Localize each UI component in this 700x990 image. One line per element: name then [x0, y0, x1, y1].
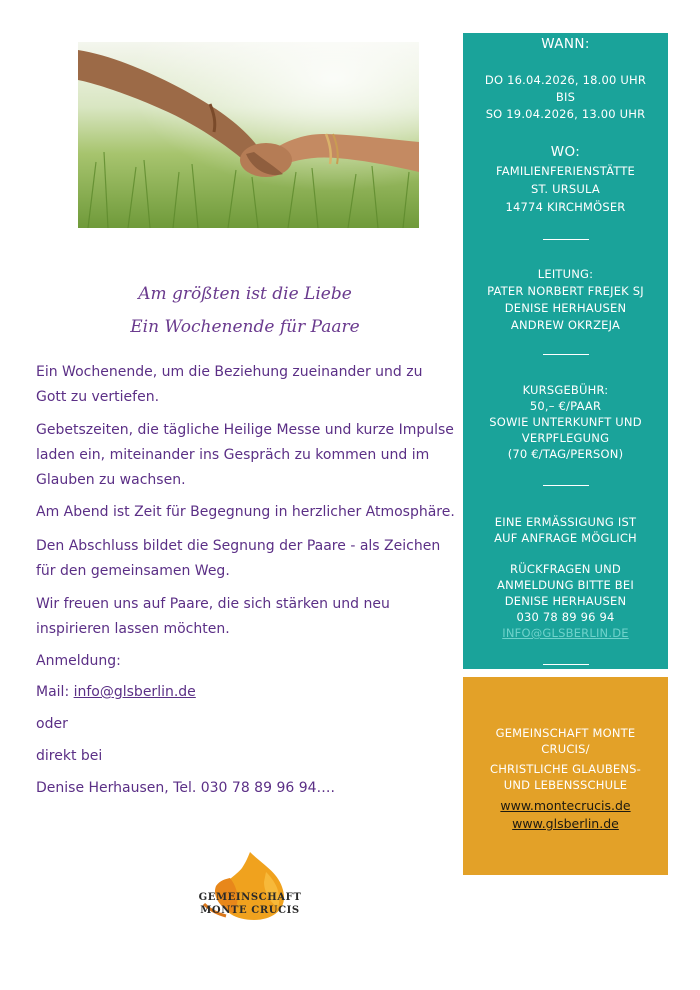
event-title: Am größten ist die Liebe — [138, 284, 352, 304]
discount-line-1: EINE ERMÄSSIGUNG IST — [494, 515, 637, 529]
info-panel — [463, 33, 668, 669]
divider — [543, 239, 589, 240]
where-line-1: FAMILIENFERIENSTÄTTE — [495, 164, 636, 178]
org-line-3: CHRISTLICHE GLAUBENS- — [489, 762, 642, 776]
organisation-panel — [463, 677, 668, 875]
lead-line-3: ANDREW OKRZEJA — [510, 318, 621, 332]
intro-paragraph-1: Ein Wochenende, um die Beziehung zueinander und zu Gott zu vertiefen. — [36, 364, 423, 405]
org-line-1: GEMEINSCHAFT MONTE — [495, 726, 636, 740]
mail-prefix: Mail: — [36, 684, 74, 700]
fee-line-3: VERPFLEGUNG — [521, 431, 610, 445]
mail-link[interactable]: info@glsberlin.de — [73, 684, 196, 700]
glsberlin-link[interactable]: www.glsberlin.de — [512, 816, 619, 831]
logo-text-line1: GEMEINSCHAFT — [198, 892, 302, 903]
intro-paragraph-4: Den Abschluss bildet die Segnung der Paare - als Zeichen für den gemeinsamen Weg. — [36, 538, 441, 579]
intro-paragraph-2: Gebetszeiten, die tägliche Heilige Messe und kurze Impulse laden ein, miteinander ins Gespräch zu kommen und im Glauben zu wachsen. — [36, 422, 454, 488]
contact-mail-row — [463, 625, 668, 641]
logo-text-line2: MONTE CRUCIS — [200, 905, 300, 916]
contact-phone: 030 78 89 96 94 — [516, 610, 615, 624]
registration-label: Anmeldung: — [36, 653, 121, 669]
contact-line-1: RÜCKFRAGEN UND — [510, 562, 621, 576]
where-line-3: 14774 KIRCHMÖSER — [505, 200, 626, 214]
registration-mail-line — [36, 682, 196, 702]
where-label: WO: — [550, 144, 581, 160]
where-line-2: ST. URSULA — [531, 182, 600, 196]
lead-line-2: DENISE HERHAUSEN — [504, 301, 627, 315]
date-from: DO 16.04.2026, 18.00 UHR — [484, 73, 647, 87]
discount-line-2: AUF ANFRAGE MÖGLICH — [494, 531, 637, 545]
contact-line-2: ANMELDUNG BITTE BEI — [497, 578, 634, 592]
montecrucis-link[interactable]: www.montecrucis.de — [500, 798, 631, 813]
intro-paragraph-5: Wir freuen uns auf Paare, die sich stärken und neu inspirieren lassen möchten. — [36, 596, 390, 637]
divider — [543, 485, 589, 486]
intro-paragraph-3: Am Abend ist Zeit für Begegnung in herzlicher Atmosphäre. — [36, 504, 455, 520]
org-line-2: CRUCIS/ — [541, 742, 590, 756]
contact-line-3: DENISE HERHAUSEN — [504, 594, 627, 608]
divider — [543, 354, 589, 355]
date-to: SO 19.04.2026, 13.00 UHR — [485, 107, 646, 121]
registration-phone: Denise Herhausen, Tel. 030 78 89 96 94…. — [36, 780, 335, 796]
fee-line-2: SOWIE UNTERKUNFT UND — [489, 415, 642, 429]
event-subtitle: Ein Wochenende für Paare — [130, 317, 360, 337]
org-line-4: UND LEBENSSCHULE — [503, 778, 628, 792]
when-label: WANN: — [541, 36, 590, 52]
registration-direct: direkt bei — [36, 748, 103, 764]
fee-label: KURSGEBÜHR: — [522, 383, 609, 397]
lead-line-1: PATER NORBERT FREJEK SJ — [487, 284, 644, 298]
hero-photo-holding-hands — [78, 42, 419, 228]
fee-line-4: (70 €/TAG/PERSON) — [507, 447, 624, 461]
contact-mail-link[interactable]: INFO@GLSBERLIN.DE — [502, 626, 629, 640]
date-bis: BIS — [555, 90, 576, 104]
registration-or: oder — [36, 716, 68, 732]
lead-label: LEITUNG: — [537, 267, 594, 281]
divider — [543, 664, 589, 665]
fee-line-1: 50,– €/PAAR — [529, 399, 602, 413]
monte-crucis-logo — [190, 848, 310, 926]
